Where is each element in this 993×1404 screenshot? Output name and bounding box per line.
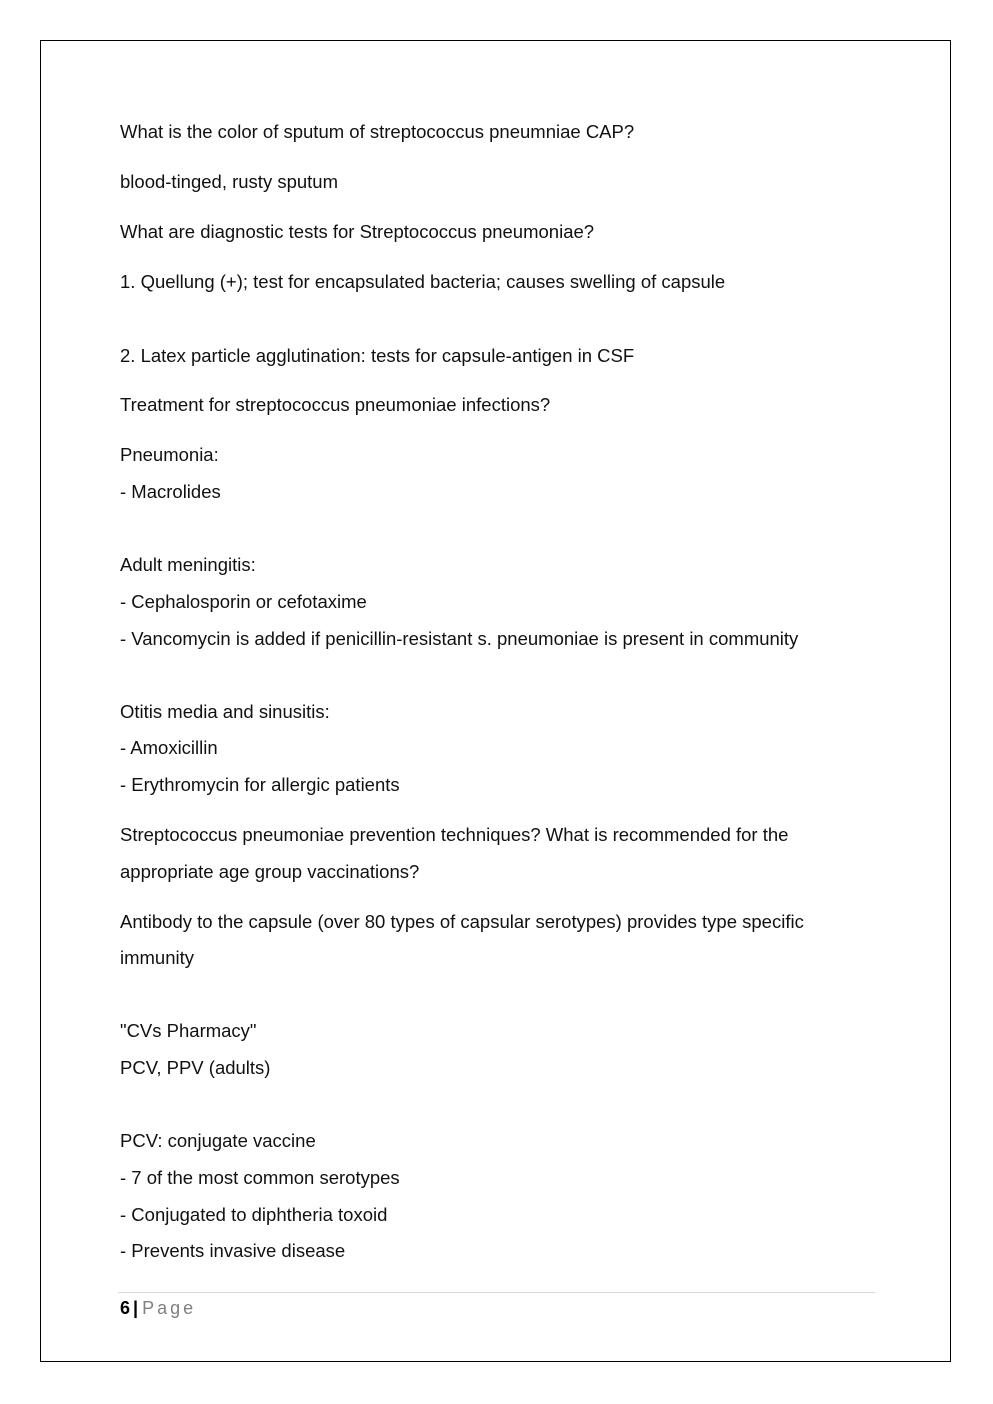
question-prevention-line-1: Streptococcus pneumoniae prevention techniques? What is recommended for the	[120, 824, 789, 845]
heading-otitis-sinusitis: Otitis media and sinusitis:	[120, 701, 330, 722]
list-item-invasive-disease: - Prevents invasive disease	[120, 1240, 346, 1261]
list-item-serotypes: - 7 of the most common serotypes	[120, 1167, 400, 1188]
list-item-cephalosporin: - Cephalosporin or cefotaxime	[120, 591, 367, 612]
answer-latex-agglutination: 2. Latex particle agglutination: tests for capsule-antigen in CSF	[120, 345, 635, 366]
heading-pcv: PCV: conjugate vaccine	[120, 1130, 316, 1151]
question-diagnostic-tests: What are diagnostic tests for Streptococcus pneumoniae?	[120, 221, 595, 242]
answer-sputum-color: blood-tinged, rusty sputum	[120, 171, 339, 192]
question-sputum-color: What is the color of sputum of streptococcus pneumniae CAP?	[120, 121, 635, 142]
footer-separator: |	[133, 1298, 139, 1318]
list-item-erythromycin: - Erythromycin for allergic patients	[120, 774, 400, 795]
question-treatment: Treatment for streptococcus pneumoniae infections?	[120, 394, 551, 415]
footer-divider	[118, 1292, 875, 1293]
answer-antibody-line-1: Antibody to the capsule (over 80 types of capsular serotypes) provides type specific	[120, 911, 804, 932]
mnemonic-cvs-pharmacy: "CVs Pharmacy"	[120, 1020, 257, 1041]
list-item-macrolides: - Macrolides	[120, 481, 221, 502]
answer-antibody-line-2: immunity	[120, 947, 195, 968]
heading-pneumonia: Pneumonia:	[120, 444, 219, 465]
answer-quellung-test: 1. Quellung (+); test for encapsulated bacteria; causes swelling of capsule	[120, 271, 726, 292]
vaccine-types: PCV, PPV (adults)	[120, 1057, 271, 1078]
page-label: Page	[142, 1298, 197, 1318]
list-item-amoxicillin: - Amoxicillin	[120, 737, 218, 758]
page-footer	[120, 1296, 196, 1320]
heading-adult-meningitis: Adult meningitis:	[120, 554, 256, 575]
list-item-diphtheria-toxoid: - Conjugated to diphtheria toxoid	[120, 1204, 388, 1225]
question-prevention-line-2: appropriate age group vaccinations?	[120, 861, 420, 882]
list-item-vancomycin: - Vancomycin is added if penicillin-resistant s. pneumoniae is present in community	[120, 628, 799, 649]
page-number: 6	[120, 1298, 131, 1318]
